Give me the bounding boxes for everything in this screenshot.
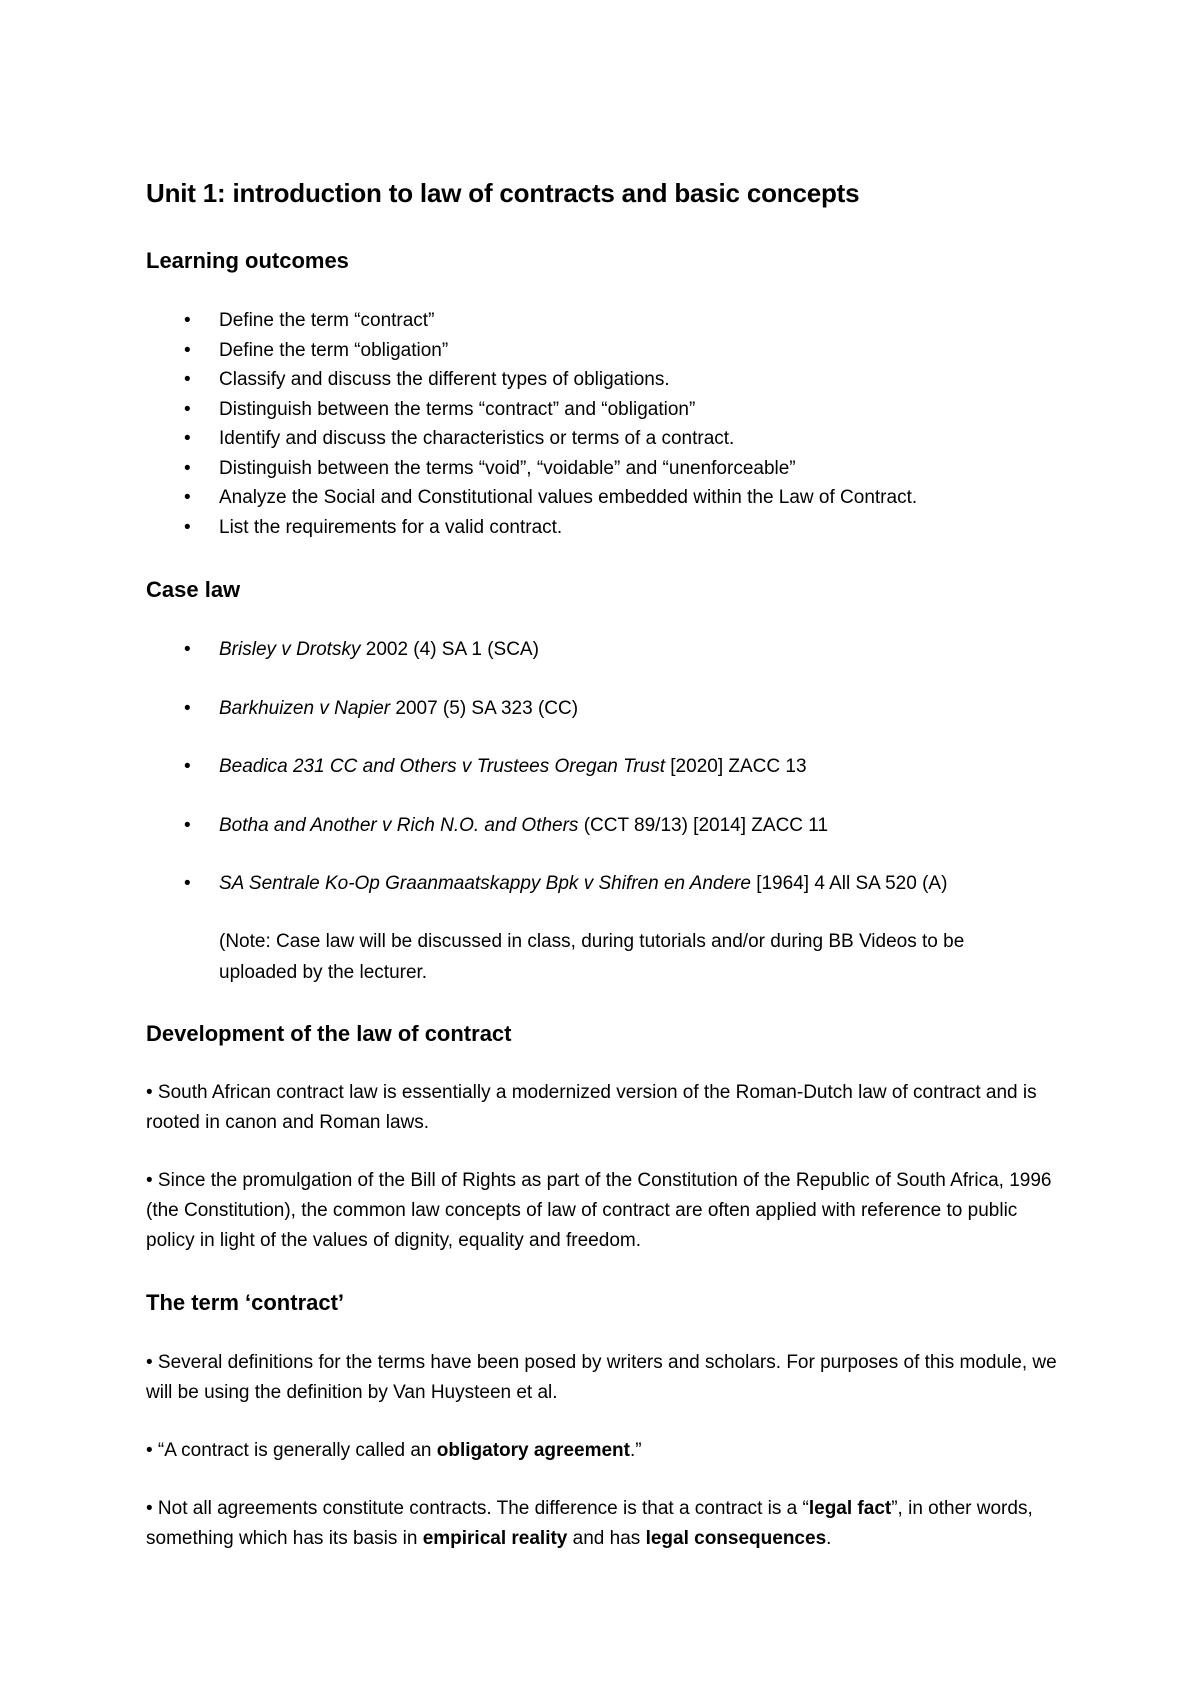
list-item: • Classify and discuss the different types of obligations.: [184, 369, 670, 390]
list-item: • Define the term “contract”: [184, 310, 435, 331]
term-contract-paragraph-2: • “A contract is generally called an obligatory agreement.”: [146, 1440, 642, 1461]
learning-outcomes-heading: Learning outcomes: [146, 248, 349, 273]
list-item: • Identify and discuss the characteristics or terms of a contract.: [184, 428, 735, 449]
case-law-heading: Case law: [146, 577, 241, 602]
list-item: • Distinguish between the terms “void”, “voidable” and “unenforceable”: [184, 457, 796, 479]
bullet-icon: •: [184, 814, 191, 836]
case-law-note: (Note: Case law will be discussed in class, during tutorials and/or during BB Videos to be uploaded by the lecturer.: [219, 931, 965, 983]
term-contract-heading: The term ‘contract’: [146, 1290, 345, 1315]
learning-outcomes-list: [146, 310, 917, 546]
list-item: • Define the term “obligation”: [184, 339, 449, 361]
case-law-list: [146, 639, 947, 932]
list-item: • Distinguish between the terms “contract” and “obligation”: [184, 398, 696, 420]
case-item: • Beadica 231 CC and Others v Trustees Oregan Trust [2020] ZACC 13: [184, 756, 807, 777]
bullet-icon: •: [184, 428, 191, 449]
bullet-icon: •: [184, 339, 191, 361]
bullet-icon: •: [184, 516, 191, 538]
bullet-icon: •: [184, 310, 191, 331]
bullet-icon: •: [184, 873, 191, 894]
case-item: • Brisley v Drotsky 2002 (4) SA 1 (SCA): [184, 639, 539, 660]
bullet-icon: •: [184, 639, 191, 660]
bullet-icon: •: [184, 398, 191, 420]
list-item: • Analyze the Social and Constitutional values embedded within the Law of Contract.: [184, 487, 918, 508]
development-paragraph-1: • South African contract law is essentially a modernized version of the Roman-Dutch law of contract and is rooted in canon and Roman laws.: [146, 1082, 1037, 1133]
development-heading: Development of the law of contract: [146, 1021, 512, 1046]
bullet-icon: •: [184, 369, 191, 390]
case-item: • SA Sentrale Ko-Op Graanmaatskappy Bpk v Shifren en Andere [1964] 4 All SA 520 (A): [184, 873, 948, 894]
bullet-icon: •: [184, 457, 191, 479]
case-item: • Botha and Another v Rich N.O. and Others (CCT 89/13) [2014] ZACC 11: [184, 814, 829, 836]
bullet-icon: •: [184, 756, 191, 777]
bullet-icon: •: [184, 697, 191, 719]
bullet-icon: •: [184, 487, 191, 508]
term-contract-paragraph-1: • Several definitions for the terms have been posed by writers and scholars. For purposes of this module, we will be using the definition by Van Huysteen et al.: [146, 1352, 1057, 1403]
case-item: • Barkhuizen v Napier 2007 (5) SA 323 (CC): [184, 697, 579, 719]
development-paragraph-2: • Since the promulgation of the Bill of Rights as part of the Constitution of the Republic of South Africa, 1996 (the Constitution), the common law concepts of law of contract are often applied with reference to public policy in light of the values of dignity, equality and freedom.: [146, 1170, 1052, 1251]
page-title: Unit 1: introduction to law of contracts and basic concepts: [146, 178, 860, 208]
term-contract-paragraph-3: • Not all agreements constitute contracts. The difference is that a contract is a “legal fact”, in other words, something which has its basis in empirical reality and has legal consequences.: [146, 1498, 1033, 1549]
list-item: • List the requirements for a valid contract.: [184, 516, 563, 538]
